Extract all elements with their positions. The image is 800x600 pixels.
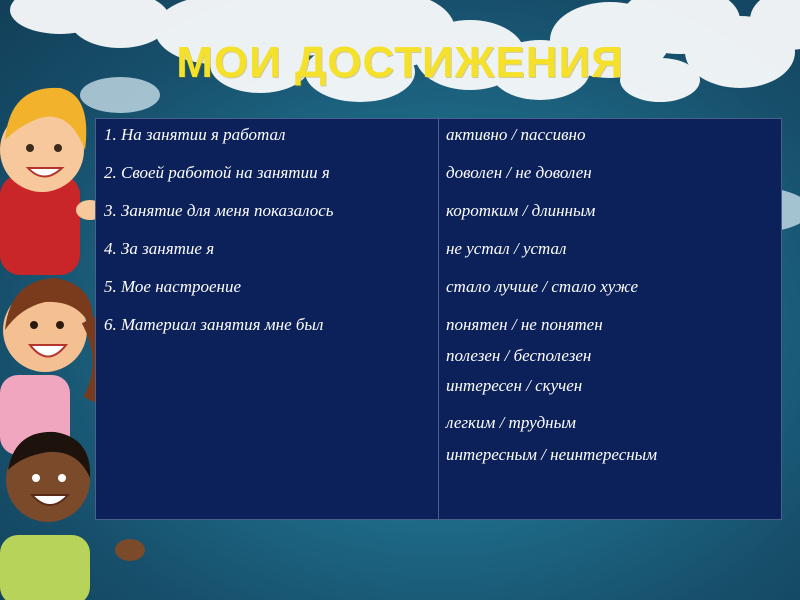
- achievements-table: [95, 118, 782, 520]
- question-cell: 2. Своей работой на занятии я: [104, 163, 330, 182]
- answer-cell: стало лучше / стало хуже: [446, 277, 639, 296]
- question-cell: 5. Мое настроение: [104, 277, 241, 296]
- answer-cell: интересен / скучен: [446, 376, 583, 395]
- question-cell: 1. На занятии я работал: [104, 125, 286, 144]
- kid-blonde-figure: [0, 88, 104, 275]
- question-cell: 4. За занятие я: [104, 239, 215, 258]
- answer-cell: активно / пассивно: [446, 125, 586, 144]
- answer-cell: полезен / бесполезен: [446, 346, 592, 365]
- answer-cell: легким / трудным: [446, 413, 576, 432]
- question-cell: 3. Занятие для меня показалось: [104, 201, 334, 220]
- question-cell: 6. Материал занятия мне был: [104, 315, 324, 334]
- questions-column: [104, 125, 434, 353]
- answer-cell: доволен / не доволен: [446, 163, 592, 182]
- answer-cell: интересным / неинтересным: [446, 445, 658, 464]
- kid-girl-figure: [0, 278, 100, 455]
- column-divider: [438, 119, 439, 519]
- answer-cell: не устал / устал: [446, 239, 567, 258]
- slide-title: МОИ ДОСТИЖЕНИЯ: [176, 38, 624, 87]
- answer-cell: понятен / не понятен: [446, 315, 603, 334]
- answer-cell: коротким / длинным: [446, 201, 596, 220]
